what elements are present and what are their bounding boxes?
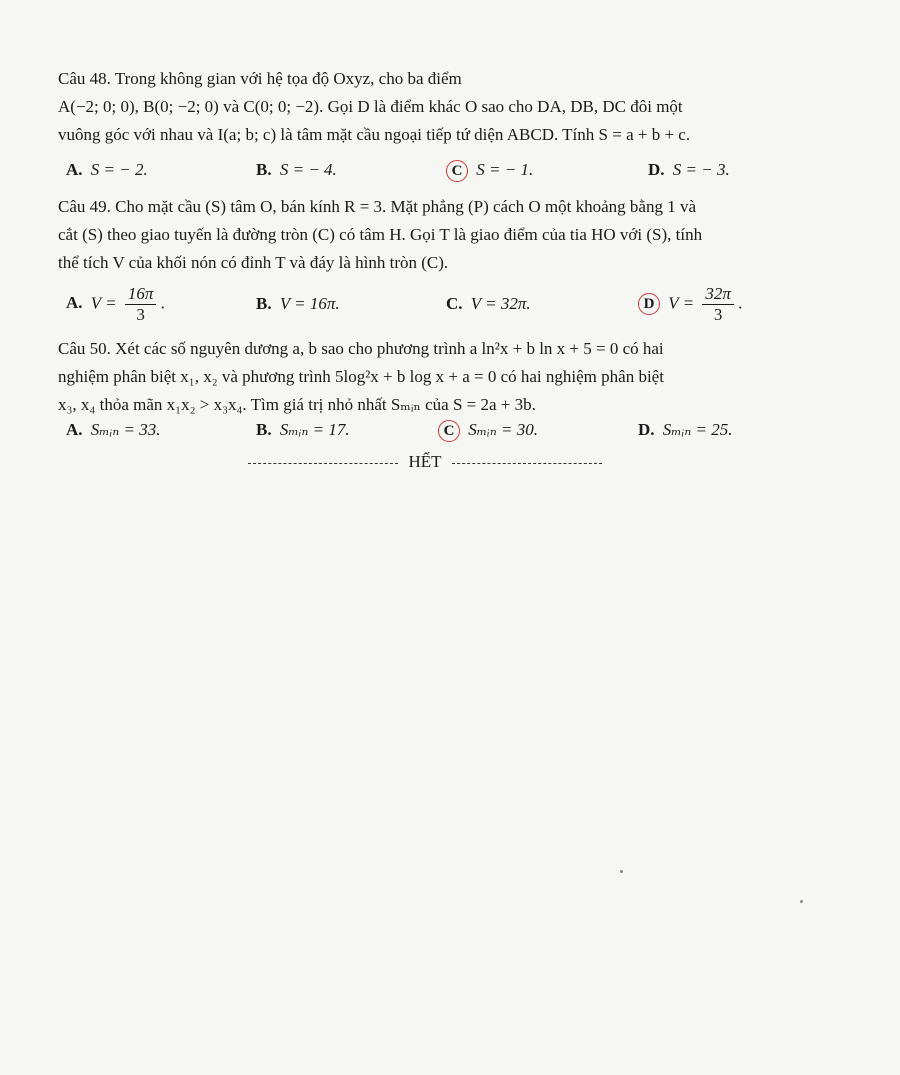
- option-letter: B.: [256, 160, 272, 179]
- option-suffix: .: [738, 293, 743, 313]
- option-text: S = − 2.: [90, 160, 148, 179]
- q49-option-b: [256, 294, 340, 314]
- q48-option-a: [66, 160, 148, 180]
- paper-speck: [620, 870, 623, 873]
- q49-line-1: Câu 49. Cho mặt cầu (S) tâm O, bán kính R = 3. Mặt phẳng (P) cách O một khoảng bằng 1 và: [58, 197, 696, 216]
- fraction-denominator: 3: [713, 305, 723, 324]
- option-text: Sₘᵢₙ = 17.: [279, 420, 350, 439]
- fraction-denominator: 3: [136, 305, 145, 324]
- end-text: HẾT: [408, 452, 442, 471]
- end-marker: [245, 452, 605, 472]
- option-text: V = 32π.: [470, 294, 531, 313]
- q49-options: [58, 282, 838, 334]
- q49-option-c: [446, 294, 531, 314]
- divider-right: [452, 463, 602, 464]
- option-suffix: .: [160, 293, 165, 313]
- selected-answer-circle: C: [446, 160, 468, 182]
- option-prefix: V =: [90, 293, 117, 313]
- option-letter: D.: [638, 420, 655, 439]
- fraction: [702, 284, 734, 325]
- q50-line-2: nghiệm phân biệt x₁, x₂ và phương trình 5log²x + b log x + a = 0 có hai nghiệm phân biệt: [58, 367, 664, 386]
- q50-option-a: [66, 420, 161, 440]
- option-letter: B.: [256, 420, 272, 439]
- selected-answer-circle: D: [638, 293, 660, 315]
- q48-line-3: vuông góc với nhau và I(a; b; c) là tâm mặt cầu ngoại tiếp tứ diện ABCD. Tính S = a + b + c.: [58, 125, 691, 144]
- option-text: S = − 1.: [476, 160, 534, 179]
- option-letter: A.: [66, 160, 83, 179]
- option-text: S = − 3.: [672, 160, 730, 179]
- option-text: Sₘᵢₙ = 30.: [468, 420, 538, 439]
- option-letter: C.: [446, 294, 463, 313]
- option-text: V = 16π.: [279, 294, 340, 313]
- fraction-numerator: 16π: [125, 284, 157, 305]
- q48-option-c: [446, 160, 533, 182]
- option-text: Sₘᵢₙ = 33.: [90, 420, 161, 439]
- q49-option-d: [638, 284, 742, 325]
- selected-answer-circle: C: [438, 420, 460, 442]
- q48-line-1: Câu 48. Trong không gian với hệ tọa độ Oxyz, cho ba điểm: [58, 69, 462, 88]
- q50-option-d: [638, 420, 733, 440]
- option-letter: B.: [256, 294, 272, 313]
- q49-line-2: cắt (S) theo giao tuyến là đường tròn (C) có tâm H. Gọi T là giao điểm của tia HO với (S), tính: [58, 225, 703, 244]
- option-letter: D.: [648, 160, 665, 179]
- q48-line-2: A(−2; 0; 0), B(0; −2; 0) và C(0; 0; −2). Gọi D là điểm khác O sao cho DA, DB, DC đôi một: [58, 97, 683, 116]
- option-text: S = − 4.: [279, 160, 337, 179]
- q50-line-3: x₃, x₄ thỏa mãn x₁x₂ > x₃x₄. Tìm giá trị nhỏ nhất Sₘᵢₙ của S = 2a + 3b.: [58, 395, 536, 414]
- option-text: Sₘᵢₙ = 25.: [662, 420, 733, 439]
- option-letter: A.: [66, 420, 83, 439]
- option-prefix: V =: [668, 293, 695, 313]
- q48-option-d: [648, 160, 730, 180]
- q49-option-a: [66, 284, 165, 325]
- divider-left: [248, 463, 398, 464]
- paper-speck: [800, 900, 803, 903]
- q50-option-b: [256, 420, 350, 440]
- q48-option-b: [256, 160, 337, 180]
- q50-line-1: Câu 50. Xét các số nguyên dương a, b sao cho phương trình a ln²x + b ln x + 5 = 0 có hai: [58, 339, 664, 358]
- option-letter: A.: [66, 293, 83, 313]
- q50-option-c: [438, 420, 538, 442]
- fraction-numerator: 32π: [702, 284, 734, 305]
- q48-options: [58, 160, 838, 200]
- q49-line-3: thể tích V của khối nón có đỉnh T và đáy là hình tròn (C).: [58, 253, 449, 272]
- fraction: [125, 284, 157, 325]
